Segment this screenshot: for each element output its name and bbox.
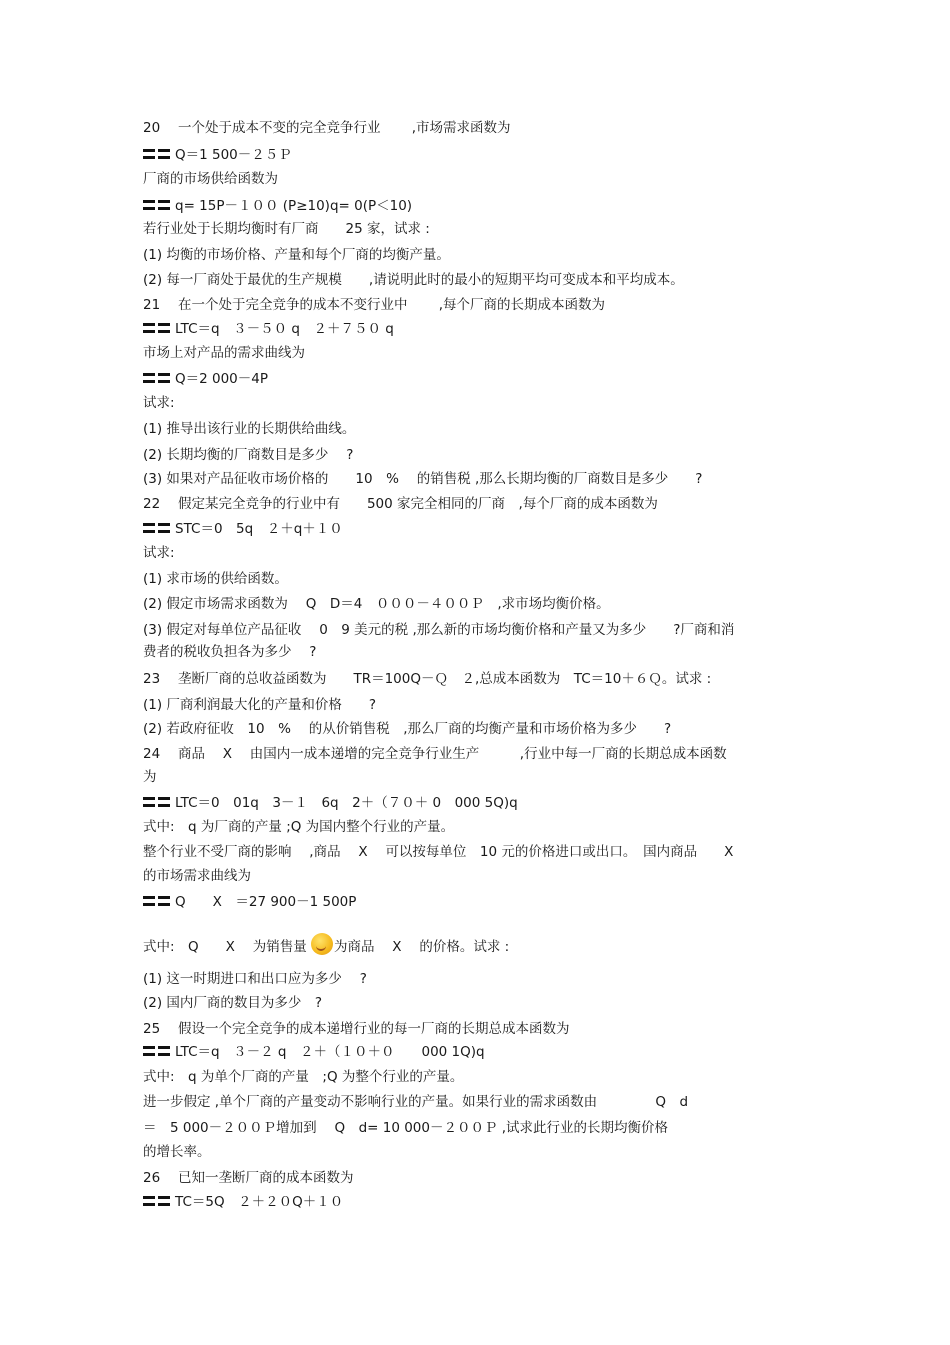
text-line — [143, 446, 353, 464]
equation-line — [143, 893, 356, 911]
line-text: 25 假设一个完全竞争的成本递增行业的每一厂商的长期总成本函数为 — [143, 1021, 570, 1037]
equation-line — [143, 197, 412, 215]
text-line — [143, 1143, 211, 1161]
line-text: STC＝0 5q ２＋q＋１０ — [175, 521, 343, 537]
text-line — [143, 994, 322, 1012]
text-line — [143, 220, 430, 238]
text-line — [143, 544, 175, 562]
text-line — [143, 696, 376, 714]
line-text: (2) 国内厂商的数目为多少 ? — [143, 995, 323, 1011]
equation-line — [143, 1043, 485, 1061]
line-text: 21 在一个处于完全竞争的成本不变行业中 ,每个厂商的长期成本函数为 — [143, 297, 606, 313]
line-text: (3) 如果对产品征收市场价格的 10 % 的销售税 ,那么长期均衡的厂商数目是多少 ? — [143, 471, 703, 487]
line-text: 若行业处于长期均衡时有厂商 25 家，试求 : — [143, 221, 430, 237]
line-text: 费者的税收负担各为多少 ? — [143, 644, 317, 660]
line-text: 厂商的市场供给函数为 — [143, 171, 278, 187]
line-text: (2) 每一厂商处于最优的生产规模 ,请说明此时的最小的短期平均可变成本和平均成本。 — [143, 272, 684, 288]
line-text: 20 一个处于成本不变的完全竞争行业 ,市场需求函数为 — [143, 120, 511, 136]
line-text: (2) 长期均衡的厂商数目是多少 ? — [143, 447, 354, 463]
line-text: LTC＝q ３－２ q ２＋（１０＋０ 000 1Q)q — [175, 1044, 485, 1060]
line-text: Q X ＝27 900－1 500P — [175, 894, 357, 910]
equation-line — [143, 146, 292, 164]
line-text: 市场上对产品的需求曲线为 — [143, 345, 305, 361]
text-line — [143, 843, 733, 861]
line-text: 式中: q 为厂商的产量 ;Q 为国内整个行业的产量。 — [143, 819, 455, 835]
smiley-emoji-icon — [311, 933, 333, 955]
text-line — [143, 933, 510, 955]
line-text: 的增长率。 — [143, 1144, 211, 1160]
equation-line — [143, 370, 268, 388]
line-text: 试求: — [143, 545, 175, 561]
text-line — [143, 621, 734, 639]
line-text: LTC＝0 01q 3－１ 6q 2＋（７０＋ 0 000 5Q)q — [175, 795, 518, 811]
equation-line — [143, 520, 343, 538]
text-line — [143, 1020, 569, 1038]
line-text: (1) 求市场的供给函数。 — [143, 571, 288, 587]
text-line — [143, 595, 610, 613]
text-line — [143, 867, 251, 885]
line-text: (3) 假定对每单位产品征收 0 9 美元的税 ,那么新的市场均衡价格和产量又为多少 ?厂商和消 — [143, 622, 735, 638]
text-line — [143, 495, 658, 513]
text-line — [143, 1068, 463, 1086]
line-text: 23 垄断厂商的总收益函数为 TR＝100Q－Ｑ ２,总成本函数为 TC＝10＋６Ｑ。试求 : — [143, 671, 712, 687]
text-line — [143, 570, 288, 588]
line-text: 为 — [143, 769, 157, 785]
equation-line — [143, 794, 518, 812]
text-line — [143, 1119, 668, 1137]
line-text: 试求: — [143, 395, 175, 411]
line-text: q= 15P－１００ (P≥10)q= 0(P＜10) — [175, 198, 413, 214]
text-line — [143, 296, 605, 314]
text-line — [143, 470, 702, 488]
line-text: 式中: Q X 为销售量 — [143, 939, 312, 955]
line-text: (2) 假定市场需求函数为 Q D＝4 ０００－４００Ｐ ,求市场均衡价格。 — [143, 596, 610, 612]
line-text: (1) 均衡的市场价格、产量和每个厂商的均衡产量。 — [143, 247, 450, 263]
text-line — [143, 1093, 688, 1111]
text-line — [143, 720, 671, 738]
text-line — [143, 246, 450, 264]
line-text: 式中: q 为单个厂商的产量 ;Q 为整个行业的产量。 — [143, 1069, 464, 1085]
line-text: 26 已知一垄断厂商的成本函数为 — [143, 1170, 354, 1186]
text-line — [143, 271, 684, 289]
line-text: Q＝2 000－4P — [175, 371, 269, 387]
text-line — [143, 818, 454, 836]
text-line — [143, 420, 355, 438]
equation-line — [143, 320, 394, 338]
text-line — [143, 643, 316, 661]
line-text: ＝ 5 000－２００Ｐ增加到 Q d= 10 000－２００Ｐ ,试求此行业的长期均衡价格 — [143, 1120, 669, 1136]
equation-line — [143, 1193, 343, 1211]
line-text: 的市场需求曲线为 — [143, 868, 251, 884]
text-line — [143, 1169, 353, 1187]
line-text-continuation: 为商品 X 的价格。试求 : — [334, 939, 510, 955]
line-text: LTC＝q ３－５０ q ２＋７５０ q — [175, 321, 394, 337]
text-line — [143, 119, 511, 137]
text-line — [143, 344, 305, 362]
line-text: (2) 若政府征收 10 % 的从价销售税 ,那么厂商的均衡产量和市场价格为多少 ? — [143, 721, 672, 737]
text-line — [143, 394, 175, 412]
line-text: 整个行业不受厂商的影响 ,商品 X 可以按每单位 10 元的价格进口或出口。 国内商品 X — [143, 844, 734, 860]
line-text: (1) 推导出该行业的长期供给曲线。 — [143, 421, 356, 437]
line-text: Q＝1 500－２５Ｐ — [175, 147, 292, 163]
text-line — [143, 970, 367, 988]
line-text: (1) 厂商利润最大化的产量和价格 ? — [143, 697, 377, 713]
line-text: 24 商品 X 由国内一成本递增的完全竞争行业生产 ,行业中每一厂商的长期总成本函数 — [143, 746, 727, 762]
line-text: 22 假定某完全竞争的行业中有 500 家完全相同的厂商 ,每个厂商的成本函数为 — [143, 496, 658, 512]
text-line — [143, 745, 727, 763]
line-text: TC＝5Q ２＋２０Q＋１０ — [175, 1194, 344, 1210]
text-line — [143, 768, 157, 786]
text-line — [143, 670, 711, 688]
line-text: (1) 这一时期进口和出口应为多少 ? — [143, 971, 367, 987]
text-line — [143, 170, 278, 188]
line-text: 进一步假定 ,单个厂商的产量变动不影响行业的产量。如果行业的需求函数由 Q d — [143, 1094, 689, 1110]
